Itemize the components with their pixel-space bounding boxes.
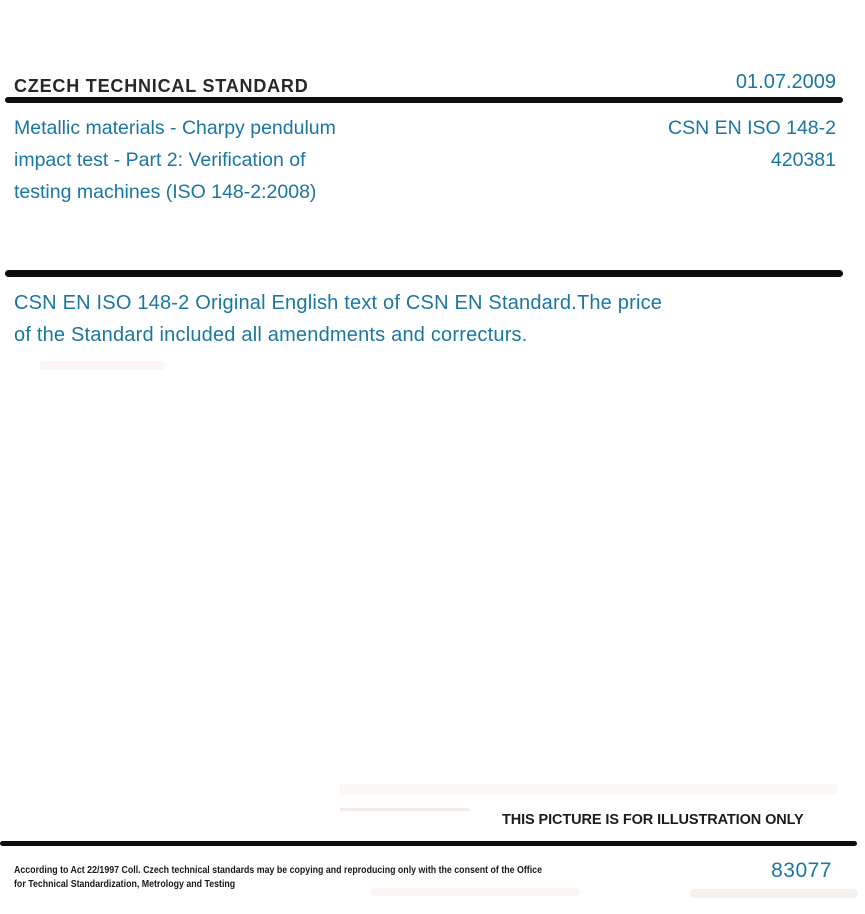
- scan-artifact: [40, 361, 165, 370]
- illustration-disclaimer: THIS PICTURE IS FOR ILLUSTRATION ONLY: [502, 812, 804, 828]
- order-number: 83077: [771, 859, 832, 882]
- top-horizontal-rule: [5, 97, 843, 103]
- standard-description: [14, 287, 662, 351]
- copyright-notice-line-2: for Technical Standardization, Metrology and Testing: [14, 878, 236, 890]
- page-title: CZECH TECHNICAL STANDARD: [14, 76, 309, 96]
- scan-artifact: [370, 888, 580, 896]
- copyright-notice-line-1: According to Act 22/1997 Coll. Czech technical standards may be copying and reproducing only with the consent of the Office: [14, 864, 542, 876]
- scan-artifact: [690, 889, 858, 898]
- bottom-horizontal-rule: [0, 841, 857, 846]
- description-line-2: of the Standard included all amendments and correcturs.: [14, 324, 528, 346]
- issue-date: 01.07.2009: [735, 71, 836, 93]
- middle-horizontal-rule: [5, 270, 843, 277]
- standard-identifiers: [668, 112, 836, 176]
- standard-title-line-2: impact test - Part 2: Verification of: [14, 149, 306, 171]
- standard-title: [14, 112, 336, 208]
- description-line-1: CSN EN ISO 148-2 Original English text of CSN EN Standard.The price: [14, 292, 663, 314]
- copyright-notice: [14, 863, 542, 891]
- standard-code: CSN EN ISO 148-2: [668, 117, 836, 139]
- scan-artifact: [338, 784, 838, 794]
- standard-class-number: 420381: [770, 149, 836, 171]
- standard-title-line-3: testing machines (ISO 148-2:2008): [14, 181, 317, 203]
- standard-title-line-1: Metallic materials - Charpy pendulum: [14, 117, 336, 139]
- scan-artifact: [340, 808, 470, 811]
